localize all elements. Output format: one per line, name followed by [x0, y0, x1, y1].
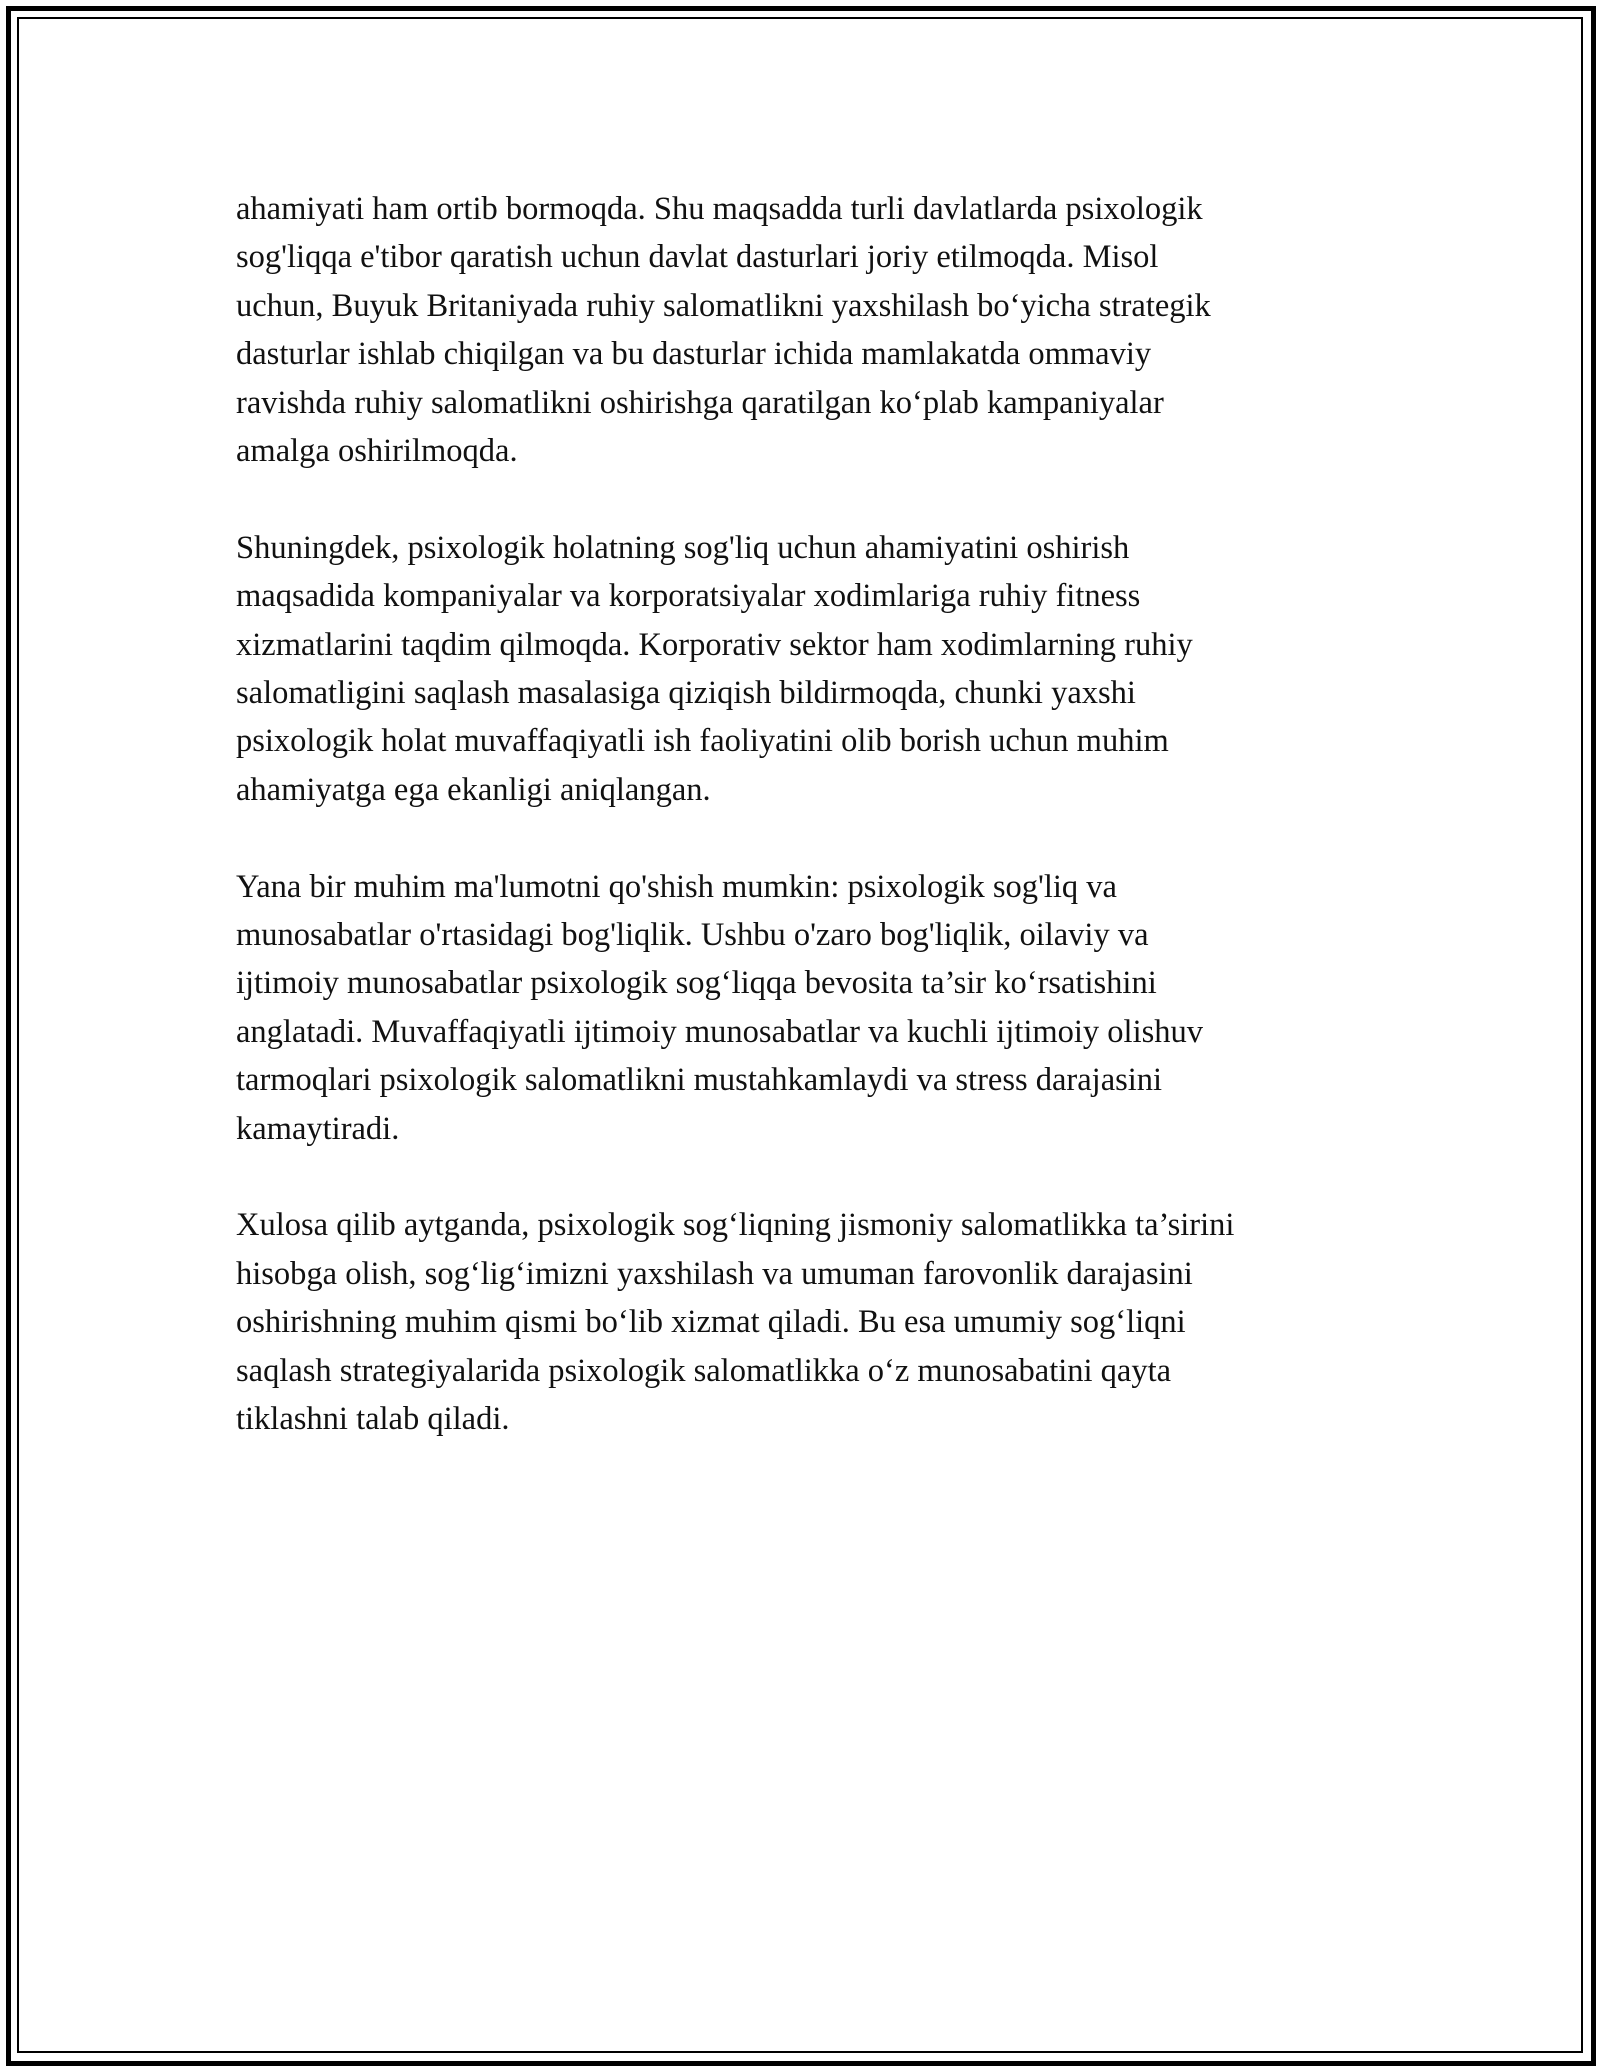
paragraph: Yana bir muhim ma'lumotni qo'shish mumkin: psixologik sog'liq va munosabatlar o'rtasidagi bog'liqlik. Ushbu o'zaro bog'liqlik, oilaviy va ijtimoiy munosabatlar psixologik sog‘liqqa bevosita ta’sir ko‘rsatishini anglatadi. Muvaffaqiyatli ijtimoiy munosabatlar va kuchli ijtimoiy olishuv tarmoqlari psixologik salomatlikni mustahkamlaydi va stress darajasini kamaytiradi. [236, 868, 1204, 1147]
document-body [236, 185, 1386, 1492]
paragraph: Xulosa qilib aytganda, psixologik sog‘liqning jismoniy salomatlikka ta’sirini hisobga olish, sog‘lig‘imizni yaxshilash va umuman farovonlik darajasini oshirishning muhim qismi bo‘lib xizmat qiladi. Bu esa umumiy sog‘liqni saqlash strategiyalarida psixologik salomatlikka o‘z munosabatini qayta tiklashni talab qiladi. [236, 1207, 1235, 1438]
paragraph: Shuningdek, psixologik holatning sog'liq uchun ahamiyatini oshirish maqsadida kompaniyalar va korporatsiyalar xodimlariga ruhiy fitness xizmatlarini taqdim qilmoqda. Korporativ sektor ham xodimlarning ruhiy salomatligini saqlash masalasiga qiziqish bildirmoqda, chunki yaxshi psixologik holat muvaffaqiyatli ish faoliyatini olib borish uchun muhim ahamiyatga ega ekanligi aniqlangan. [236, 529, 1193, 808]
paragraph: ahamiyati ham ortib bormoqda. Shu maqsadda turli davlatlarda psixologik sog'liqqa e'tibor qaratish uchun davlat dasturlari joriy etilmoqda. Misol uchun, Buyuk Britaniyada ruhiy salomatlikni yaxshilash bo‘yicha strategik dasturlar ishlab chiqilgan va bu dasturlar ichida mamlakatda ommaviy ravishda ruhiy salomatlikni oshirishga qaratilgan ko‘plab kampaniyalar amalga oshirilmoqda. [236, 191, 1211, 470]
